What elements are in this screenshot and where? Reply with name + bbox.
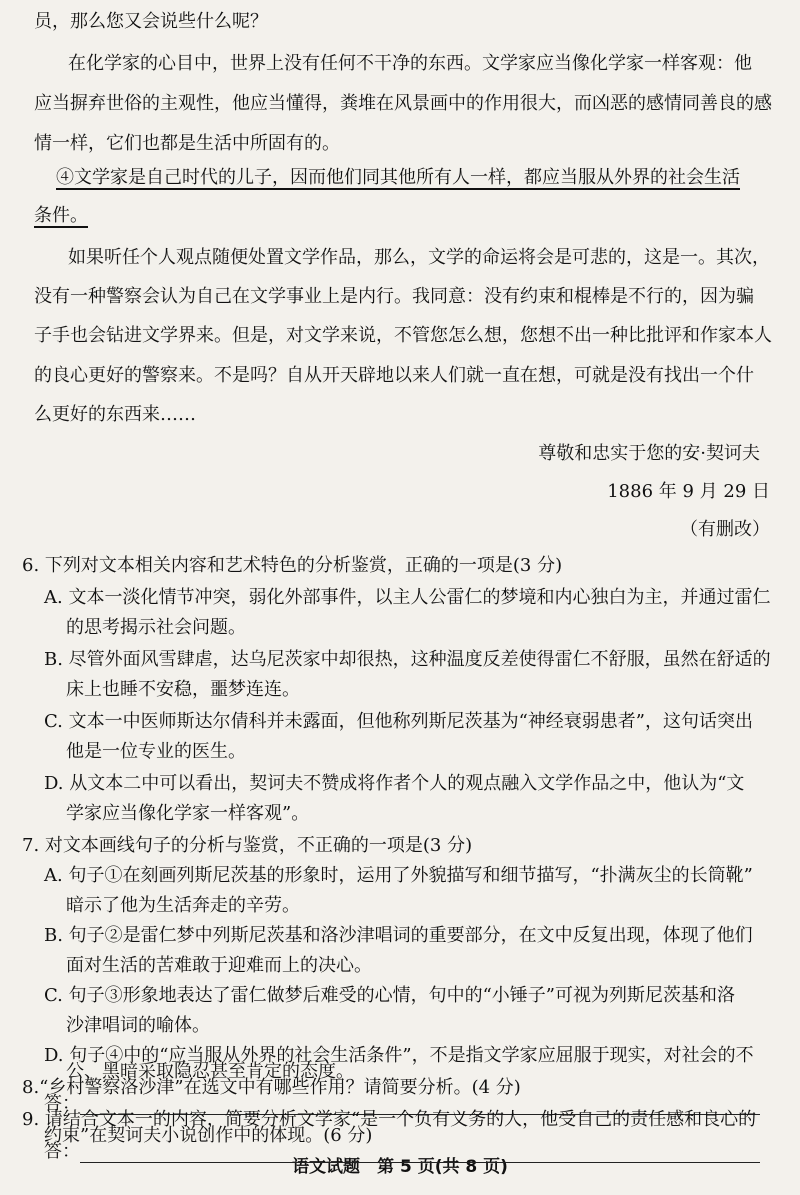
option-6d: D. 从文本二中可以看出，契诃夫不赞成将作者个人的观点融入文学作品之中，他认为“文 <box>44 773 745 794</box>
option-6b: 床上也睡不安稳，噩梦连连。 <box>66 679 300 700</box>
option-7d: 公、黑暗采取隐忍甚至肯定的态度。 <box>66 1061 354 1082</box>
option-6a: 的思考揭示社会问题。 <box>66 617 246 638</box>
option-7a: 暗示了他为生活奔走的辛劳。 <box>66 895 300 916</box>
option-7d: D. 句子④中的“应当服从外界的社会生活条件”，不是指文学家应屈服于现实，对社会的不 <box>44 1045 754 1066</box>
adaptation-note: （有删改） <box>680 519 770 540</box>
passage-line: 应当摒弃世俗的主观性，他应当懂得，粪堆在风景画中的作用很大，而凶恶的感情同善良的感 <box>34 93 772 114</box>
option-7c: 沙津唱词的喻体。 <box>66 1015 210 1036</box>
passage-line: 没有一种警察会认为自己在文学事业上是内行。我同意：没有约束和棍棒是不行的，因为骗 <box>34 286 754 307</box>
answer-9-line[interactable] <box>80 1162 760 1163</box>
question-6-stem: 6. 下列对文本相关内容和艺术特色的分析鉴赏，正确的一项是(3 分) <box>22 555 563 576</box>
letter-signature: 尊敬和忠实于您的安·契诃夫 <box>538 443 760 464</box>
passage-line: 在化学家的心目中，世界上没有任何不干净的东西。文学家应当像化学家一样客观：他 <box>68 53 752 74</box>
option-7b: B. 句子②是雷仁梦中列斯尼茨基和洛沙津唱词的重要部分，在文中反复出现，体现了他们 <box>44 925 753 946</box>
question-7-stem: 7. 对文本画线句子的分析与鉴赏，不正确的一项是(3 分) <box>22 835 473 856</box>
option-7a: A. 句子①在刻画列斯尼茨基的形象时，运用了外貌描写和细节描写，“扑满灰尘的长筒靴” <box>44 865 753 886</box>
passage-line: 的良心更好的警察来。不是吗？自从开天辟地以来人们就一直在想，可就是没有找出一个什 <box>34 365 754 386</box>
question-9-stem: 9. 请结合文本一的内容，简要分析文学家“是一个负有义务的人，他受自己的责任感和良心的 <box>22 1109 757 1130</box>
page-footer: 语文试题 第 5 页(共 8 页) <box>292 1157 508 1177</box>
underlined-sentence-4: ④文学家是自己时代的儿子，因而他们同其他所有人一样，都应当服从外界的社会生活 <box>56 167 740 188</box>
passage-line: 员，那么您又会说些什么呢？ <box>34 11 268 32</box>
question-9-stem: 约束”在契诃夫小说创作中的体现。(6 分) <box>44 1125 373 1146</box>
question-8-stem: 8.“乡村警察洛沙津”在选文中有哪些作用？请简要分析。(4 分) <box>22 1077 521 1098</box>
option-7c: C. 句子③形象地表达了雷仁做梦后难受的心情，句中的“小锤子”可视为列斯尼茨基和洛 <box>44 985 735 1006</box>
option-7b: 面对生活的苦难敢于迎难而上的决心。 <box>66 955 372 976</box>
answer-label-9: 答： <box>44 1141 80 1162</box>
letter-date: 1886 年 9 月 29 日 <box>607 481 770 502</box>
option-6c: 他是一位专业的医生。 <box>66 741 246 762</box>
passage-line: 么更好的东西来…… <box>34 404 196 425</box>
option-6c: C. 文本一中医师斯达尔倩科并未露面，但他称列斯尼茨基为“神经衰弱患者”，这句话突出 <box>44 711 753 732</box>
option-6d: 学家应当像化学家一样客观”。 <box>66 803 310 824</box>
option-6a: A. 文本一淡化情节冲突，弱化外部事件，以主人公雷仁的梦境和内心独白为主，并通过雷仁 <box>44 587 771 608</box>
underlined-sentence-4: 条件。 <box>34 205 88 226</box>
answer-label-8: 答： <box>44 1093 80 1114</box>
passage-line: 如果听任个人观点随便处置文学作品，那么，文学的命运将会是可悲的，这是一。其次， <box>68 247 770 268</box>
option-6b: B. 尽管外面风雪肆虐，达乌尼茨家中却很热，这种温度反差使得雷仁不舒服，虽然在舒适的 <box>44 649 771 670</box>
passage-line: 情一样，它们也都是生活中所固有的。 <box>34 133 340 154</box>
passage-line: 子手也会钻进文学界来。但是，对文学来说，不管您怎么想，您想不出一种比批评和作家本人 <box>34 325 772 346</box>
